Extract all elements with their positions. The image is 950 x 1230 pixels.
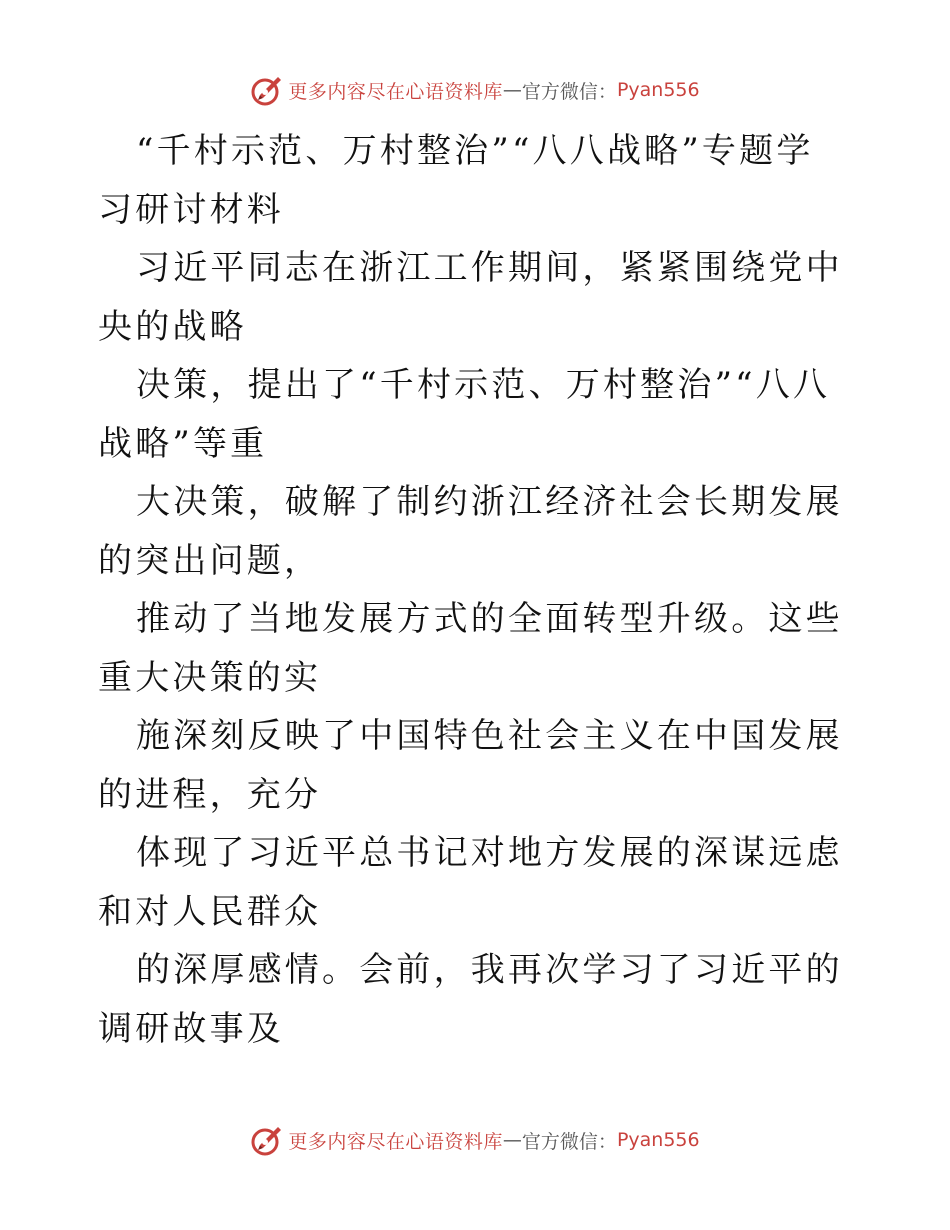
- watermark-wechat-label: 官方微信：: [521, 80, 617, 103]
- paragraph: 习近平同志在浙江工作期间，紧紧围绕党中央的战略: [98, 248, 843, 347]
- watermark-wechat-id: Pyan556: [616, 1129, 700, 1151]
- watermark-separator: —: [502, 1129, 522, 1151]
- watermark-text: 更多内容尽在心语资料库: [288, 80, 503, 103]
- watermark-wechat-id: Pyan556: [616, 79, 700, 101]
- paragraph: 体现了习近平总书记对地方发展的深谋远虑和对人民群众: [98, 833, 843, 932]
- quill-pen-seal-icon: [250, 1123, 284, 1157]
- watermark-wechat-label: 官方微信：: [521, 1130, 617, 1153]
- document-body: [98, 122, 850, 1058]
- watermark-text: 更多内容尽在心语资料库: [288, 1130, 503, 1153]
- document-title: “千村示范、万村整治”“八八战略”专题学习研讨材料: [98, 131, 814, 230]
- footer-watermark: [0, 1120, 950, 1160]
- paragraph: 决策，提出了“千村示范、万村整治”“八八战略”等重: [98, 365, 831, 464]
- paragraph: 大决策，破解了制约浙江经济社会长期发展的突出问题，: [98, 482, 843, 581]
- paragraph: 的深厚感情。会前，我再次学习了习近平的调研故事及: [98, 950, 843, 1049]
- quill-pen-seal-icon: [250, 73, 284, 107]
- paragraph: 施深刻反映了中国特色社会主义在中国发展的进程，充分: [98, 716, 843, 815]
- paragraph: 推动了当地发展方式的全面转型升级。这些重大决策的实: [98, 599, 843, 698]
- watermark-separator: —: [502, 79, 522, 101]
- header-watermark: [0, 70, 950, 110]
